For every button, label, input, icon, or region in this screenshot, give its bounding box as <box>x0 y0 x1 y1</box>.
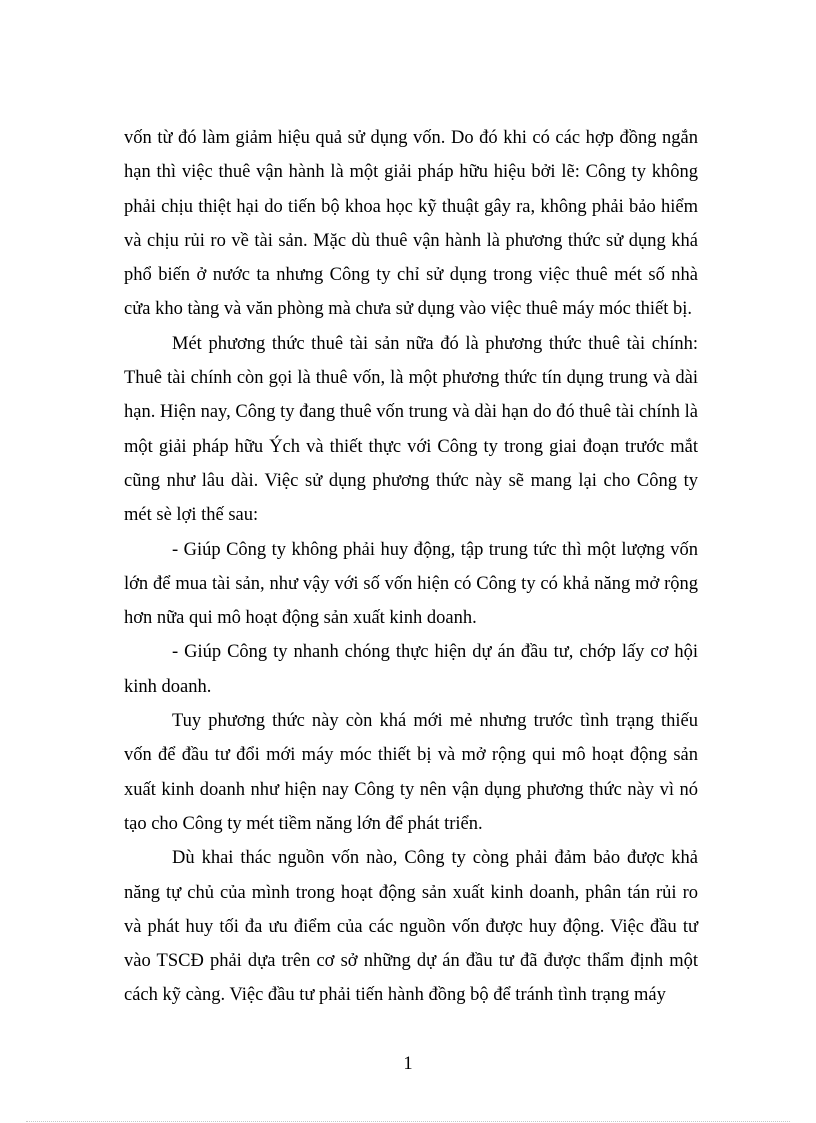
paragraph-lease-operating: vốn từ đó làm giảm hiệu quả sử dụng vốn. Do đó khi có các hợp đồng ngắn hạn thì việc thuê vận hành là một giải pháp hữu hiệu bởi lẽ: Công ty không phải chịu thiệt hại do tiến bộ khoa học kỹ thuật gây ra, không phải bảo hiểm và chịu rủi ro về tài sản. Mặc dù thuê vận hành là phương thức sử dụng khá phổ biến ở nước ta nhưng Công ty chỉ sử dụng trong việc thuê mét số nhà cửa kho tàng và văn phòng mà chưa sử dụng vào việc thuê máy móc thiết bị. <box>124 128 698 320</box>
page-bottom-border <box>26 1121 790 1122</box>
page-number: 1 <box>403 1054 413 1074</box>
document-body <box>124 121 698 1013</box>
paragraph-benefit-investment: - Giúp Công ty nhanh chóng thực hiện dự án đầu tư, chớp lấy cơ hội kinh doanh. <box>124 642 698 697</box>
paragraph-new-method: Tuy phương thức này còn khá mới mẻ nhưng trước tình trạng thiếu vốn để đầu tư đổi mới máy móc thiết bị và mở rộng qui mô hoạt động sản xuất kinh doanh như hiện nay Công ty nên vận dụng phương thức này vì nó tạo cho Công ty mét tiềm năng lớn để phát triển. <box>124 711 698 834</box>
paragraph-autonomy: Dù khai thác nguồn vốn nào, Công ty còng phải đảm bảo được khả năng tự chủ của mình trong hoạt động sản xuất kinh doanh, phân tán rủi ro và phát huy tối đa ưu điểm của các nguồn vốn được huy động. Việc đầu tư vào TSCĐ phải dựa trên cơ sở những dự án đầu tư đã được thẩm định một cách kỹ càng. Việc đầu tư phải tiến hành đồng bộ để tránh tình trạng máy <box>124 848 698 1006</box>
paragraph-benefit-capital: - Giúp Công ty không phải huy động, tập trung tức thì một lượng vốn lớn để mua tài sản, như vậy với số vốn hiện có Công ty có khả năng mở rộng hơn nữa qui mô hoạt động sản xuất kinh doanh. <box>124 539 698 629</box>
paragraph-finance-lease: Mét phương thức thuê tài sản nữa đó là phương thức thuê tài chính: Thuê tài chính còn gọi là thuê vốn, là một phương thức tín dụng trung và dài hạn. Hiện nay, Công ty đang thuê vốn trung và dài hạn do đó thuê tài chính là một giải pháp hữu Ých và thiết thực với Công ty trong giai đoạn trước mắt cũng như lâu dài. Việc sử dụng phương thức này sẽ mang lại cho Công ty mét sè lợi thế sau: <box>124 333 698 526</box>
